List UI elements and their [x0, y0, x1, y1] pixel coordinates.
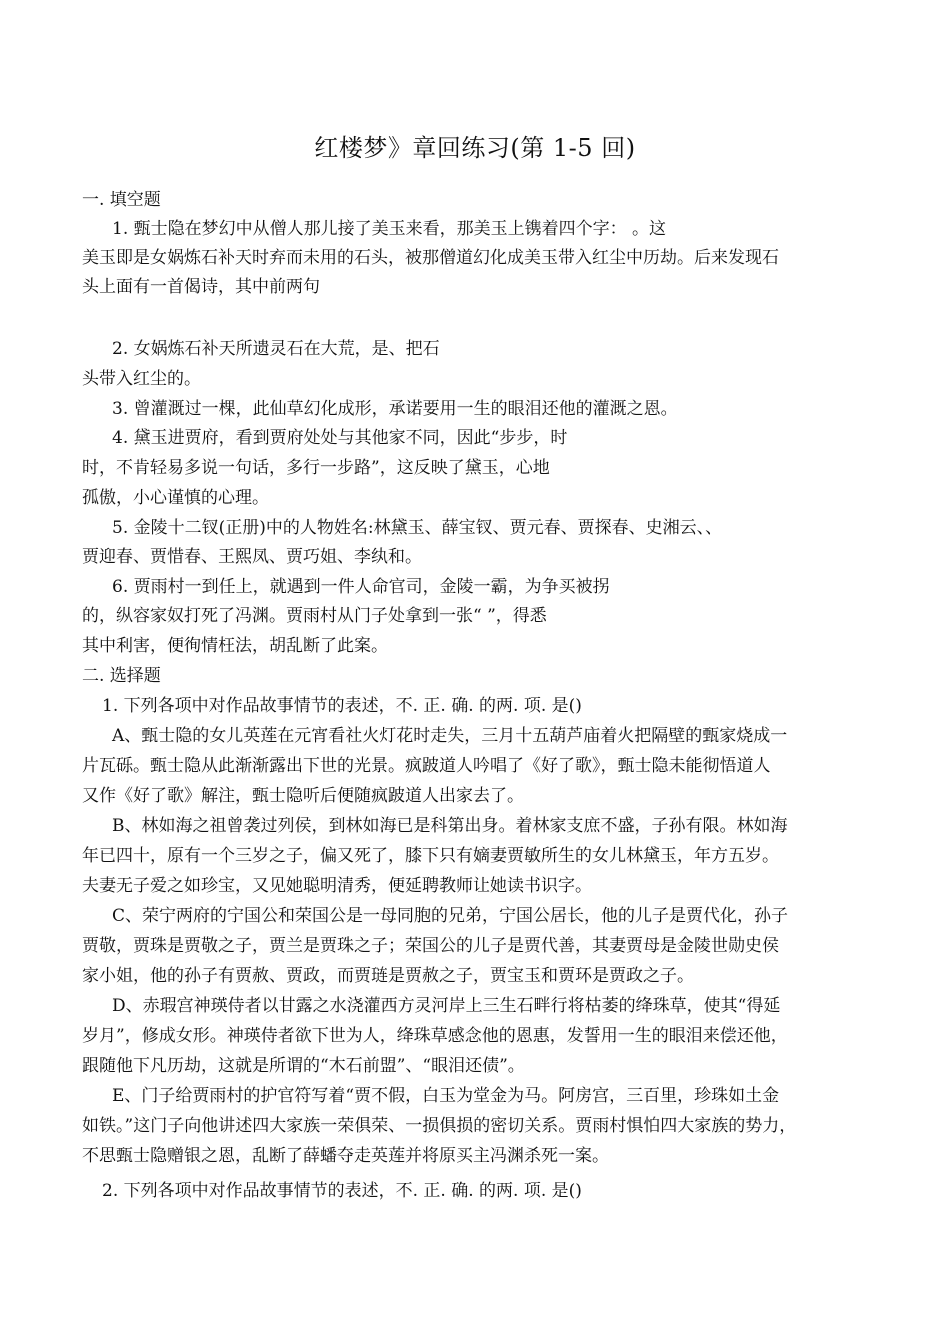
fill-q1-line1: 1. 甄士隐在梦幻中从僧人那儿接了美玉来看，那美玉上镌着四个字： 。这 [112, 219, 667, 239]
fill-q6-line2: 的，纵容家奴打死了冯渊。贾雨村从门子处拿到一张“ ”，得悉 [82, 606, 547, 626]
section-heading-choice: 二. 选择题 [82, 666, 161, 686]
fill-q4-line1: 4. 黛玉进贾府，看到贾府处处与其他家不同，因此“步步，时 [112, 428, 568, 448]
choice-option-c-line2: 贾敬，贾珠是贾敬之子，贾兰是贾珠之子；荣国公的儿子是贾代善，其妻贾母是金陵世勋史侯 [82, 936, 779, 956]
fill-q2-line1: 2. 女娲炼石补天所遗灵石在大荒，是、把石 [112, 339, 440, 359]
choice-option-e-line3: 不思甄士隐赠银之恩，乱断了薛蟠夺走英莲并将原买主冯渊杀死一案。 [82, 1146, 609, 1166]
choice-option-e-line1: E、门子给贾雨村的护官符写着“贾不假，白玉为堂金为马。阿房宫，三百里，珍珠如土金 [112, 1086, 780, 1106]
fill-q4-line3: 孤傲，小心谨慎的心理。 [82, 488, 269, 508]
choice-option-a-line2: 片瓦砾。甄士隐从此渐渐露出下世的光景。疯跛道人吟唱了《好了歌》，甄士隐未能彻悟道人 [82, 756, 771, 776]
section-heading-fill: 一. 填空题 [82, 190, 161, 210]
fill-q5-line2: 贾迎春、贾惜春、王熙凤、贾巧姐、李纨和。 [82, 547, 422, 567]
fill-q3-line1: 3. 曾灌溉过一棵，此仙草幻化成形，承诺要用一生的眼泪还他的灌溉之恩。 [112, 399, 678, 419]
fill-q1-line3: 头上面有一首偈诗，其中前两句 [82, 277, 320, 297]
page-title: 红楼梦》章回练习(第 1-5 回) [314, 134, 636, 162]
choice-q1-stem: 1. 下列各项中对作品故事情节的表述，不. 正. 确. 的两. 项. 是() [102, 696, 582, 716]
choice-option-a-line1: A、甄士隐的女儿英莲在元宵看社火灯花时走失，三月十五葫芦庙着火把隔壁的甄家烧成一 [112, 726, 788, 746]
fill-q5-line1: 5. 金陵十二钗(正册)中的人物姓名:林黛玉、薛宝钗、贾元春、贾探春、史湘云、、 [112, 518, 723, 538]
fill-q2-line2: 头带入红尘的。 [82, 369, 201, 389]
choice-option-c-line3: 家小姐，他的孙子有贾赦、贾政，而贾琏是贾赦之子，贾宝玉和贾环是贾政之子。 [82, 966, 694, 986]
choice-option-c-line1: C、荣宁两府的宁国公和荣国公是一母同胞的兄弟，宁国公居长，他的儿子是贾代化，孙子 [112, 906, 789, 926]
choice-option-b-line1: B、林如海之祖曾袭过列侯，到林如海已是科第出身。着林家支庶不盛，子孙有限。林如海 [112, 816, 788, 836]
choice-option-e-line2: 如铁。”这门子向他讲述四大家族一荣俱荣、一损俱损的密切关系。贾雨村惧怕四大家族的势力， [82, 1116, 797, 1136]
fill-q4-line2: 时，不肯轻易多说一句话，多行一步路”，这反映了黛玉，心地 [82, 458, 550, 478]
choice-option-b-line3: 夫妻无子爱之如珍宝，又见她聪明清秀，便延聘教师让她读书识字。 [82, 876, 592, 896]
choice-option-d-line1: D、赤瑕宫神瑛侍者以甘露之水浇灌西方灵河岸上三生石畔行将枯萎的绛珠草，使其“得延 [112, 996, 781, 1016]
choice-option-b-line2: 年已四十，原有一个三岁之子，偏又死了，膝下只有嫡妻贾敏所生的女儿林黛玉，年方五岁。 [82, 846, 779, 866]
fill-q1-line2: 美玉即是女娲炼石补天时弃而未用的石头，被那僧道幻化成美玉带入红尘中历劫。后来发现石 [82, 248, 779, 268]
choice-option-d-line3: 跟随他下凡历劫，这就是所谓的“木石前盟”、“眼泪还债”。 [82, 1056, 525, 1076]
fill-q6-line3: 其中利害，便徇情枉法，胡乱断了此案。 [82, 636, 388, 656]
fill-q6-line1: 6. 贾雨村一到任上，就遇到一件人命官司，金陵一霸，为争买被拐 [112, 577, 610, 597]
choice-option-a-line3: 又作《好了歌》解注，甄士隐听后便随疯跛道人出家去了。 [82, 786, 524, 806]
choice-option-d-line2: 岁月”，修成女形。神瑛侍者欲下世为人，绛珠草感念他的恩惠，发誓用一生的眼泪来偿还他， [82, 1026, 788, 1046]
choice-q2-stem: 2. 下列各项中对作品故事情节的表述，不. 正. 确. 的两. 项. 是() [102, 1181, 582, 1201]
